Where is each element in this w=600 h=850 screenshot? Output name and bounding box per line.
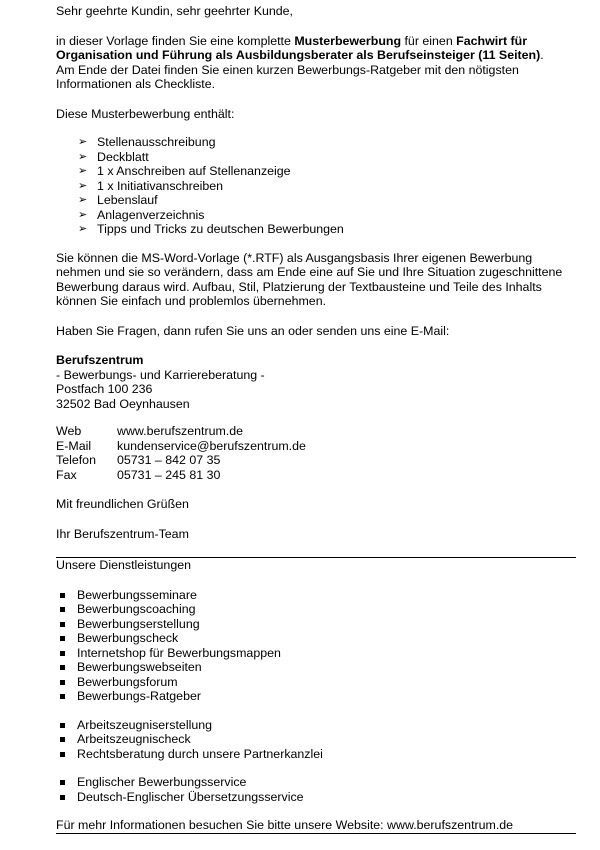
list-item: ➢ Anlagenverzeichnis xyxy=(78,208,576,223)
company-subtitle: - Bewerbungs- und Karriereberatung - xyxy=(56,367,265,382)
contact-label: E-Mail xyxy=(56,438,92,453)
list-item: ➢ 1 x Anschreiben auf Stellenanzeige xyxy=(78,164,576,179)
list-item: ➢ Tipps und Tricks zu deutschen Bewerbungen xyxy=(78,222,576,237)
services-list-1 xyxy=(56,588,576,704)
questions-paragraph: Haben Sie Fragen, dann rufen Sie uns an oder senden uns eine E-Mail: xyxy=(56,323,450,338)
intro-bold-1: Musterbewerbung xyxy=(294,33,402,48)
usage-paragraph: Sie können die MS-Word-Vorlage (*.RTF) als Ausgangsbasis Ihrer eigenen Bewerbung nehmen und sie so verändern, dass am Ende eine auf Sie und Ihre Situation zugeschnittene Bewerbung daraus wird. Aufbau, Stil, Platzierung der Textbausteine und Teile des Inhalts können Sie einfach und problemlos übernehmen. xyxy=(56,250,563,308)
list-item: ➢ 1 x Initiativanschreiben xyxy=(78,179,576,194)
company-name: Berufszentrum xyxy=(56,353,144,367)
list-item: ➢ Deckblatt xyxy=(78,150,576,165)
list-item: ➢ Lebenslauf xyxy=(78,193,576,208)
greeting: Sehr geehrte Kundin, sehr geehrter Kunde, xyxy=(56,4,293,18)
list-item: Bewerbungscheck xyxy=(60,631,576,646)
list-item: Englischer Bewerbungsservice xyxy=(60,775,576,790)
list-item: Bewerbungs-Ratgeber xyxy=(60,689,576,704)
postbox: Postfach 100 236 xyxy=(56,382,153,396)
contents-heading: Diese Musterbewerbung enthält: xyxy=(56,106,235,121)
document-page xyxy=(56,4,576,834)
closing: Mit freundlichen Grüßen xyxy=(56,497,189,511)
intro-bold-2: Fachwirt für Organisation und Führung als Ausbildungsberater als Berufseinsteiger (11 Seiten) xyxy=(56,33,541,62)
email-link[interactable]: kundenservice@berufszentrum.de xyxy=(117,438,306,453)
contents-list xyxy=(56,135,576,237)
list-item: Bewerbungscoaching xyxy=(60,602,576,617)
services-heading: Unsere Dienstleistungen xyxy=(56,558,191,572)
contact-table xyxy=(56,424,576,482)
phone-value: 05731 – 842 07 35 xyxy=(117,453,221,467)
website-link[interactable]: www.berufszentrum.de xyxy=(117,424,244,438)
services-list-3 xyxy=(56,775,576,804)
contact-label: Telefon xyxy=(56,453,96,467)
intro-paragraph xyxy=(56,34,576,92)
footer-text: Für mehr Informationen besuchen Sie bitte unsere Website: www.berufszentrum.de xyxy=(56,818,514,832)
signature: Ihr Berufszentrum-Team xyxy=(56,526,189,541)
list-item: Bewerbungsseminare xyxy=(60,588,576,603)
intro-text-3: . xyxy=(540,48,544,62)
address-block xyxy=(56,353,576,411)
divider-bottom xyxy=(56,833,576,834)
list-item: Bewerbungsforum xyxy=(60,675,576,690)
list-item: Bewerbungswebseiten xyxy=(60,660,576,675)
contact-label: Fax xyxy=(56,467,77,482)
contact-label: Web xyxy=(56,424,82,438)
list-item: ➢ Stellenausschreibung xyxy=(78,135,576,150)
list-item: Bewerbungserstellung xyxy=(60,617,576,632)
list-item: Internetshop für Bewerbungsmappen xyxy=(60,646,576,661)
intro-line-2: Am Ende der Datei finden Sie einen kurzen Bewerbungs-Ratgeber mit den nötigsten Informationen als Checkliste. xyxy=(56,62,519,91)
intro-text-1: in dieser Vorlage finden Sie eine komplette xyxy=(56,33,295,48)
fax-value: 05731 – 245 81 30 xyxy=(117,467,221,482)
services-list-2 xyxy=(56,718,576,762)
intro-text-2: für einen xyxy=(401,33,457,48)
list-item: Deutsch-Englischer Übersetzungsservice xyxy=(60,790,576,805)
list-item: Arbeitszeugniserstellung xyxy=(60,718,576,733)
city: 32502 Bad Oeynhausen xyxy=(56,396,190,411)
list-item: Arbeitszeugnischeck xyxy=(60,732,576,747)
list-item: Rechtsberatung durch unsere Partnerkanzlei xyxy=(60,747,576,762)
